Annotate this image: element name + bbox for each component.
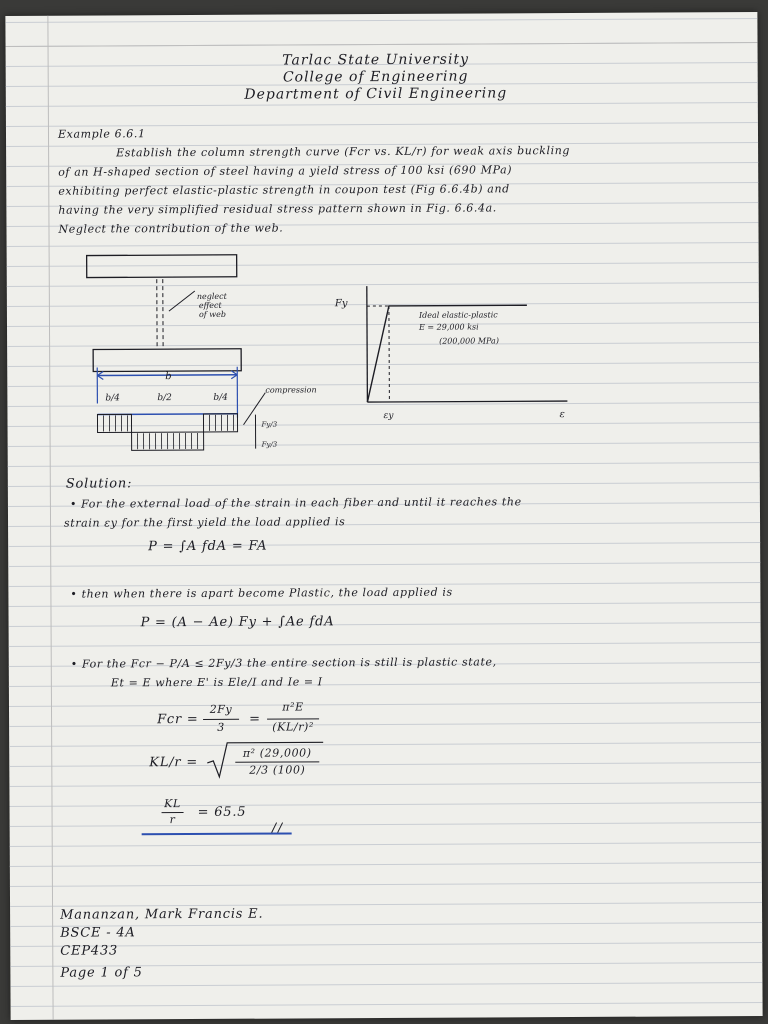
solution-bullet-2: • then when there is apart become Plastic, the load applied is (70, 585, 453, 601)
elastic-plastic-curve (367, 305, 528, 402)
eq3-lhs: Fcr = (157, 711, 199, 728)
header-department: Department of Civil Engineering (244, 85, 508, 103)
eq3-denominator-1: 3 (217, 720, 225, 734)
neglect-note-2: effect (198, 300, 222, 310)
margin-line-top (6, 42, 758, 47)
footer-page: Page 1 of 5 (60, 965, 143, 981)
top-flange (87, 255, 237, 278)
header-college: College of Engineering (282, 68, 469, 86)
stress-fy3-top: Fy/3 (261, 420, 278, 429)
problem-line-1: Establish the column strength curve (Fcr vs. KL/r) for weak axis buckling (116, 144, 571, 160)
problem-line-2: of an H-shaped section of steel having a yield stress of 100 ksi (690 MPa) (58, 163, 513, 179)
bottom-flange (93, 349, 241, 372)
eq5-numerator: KL (164, 797, 181, 811)
footer-name: Mananzan, Mark Francis E. (60, 906, 264, 923)
equation-2: P = (A − Ae) Fy + ∫Ae fdA (140, 614, 335, 631)
tension-block-right (203, 414, 237, 432)
eq4-numerator: π² (29,000) (242, 746, 312, 760)
eq4-denominator: 2/3 (100) (249, 763, 306, 777)
y-axis (367, 286, 368, 402)
problem-line-5: Neglect the contribution of the web. (58, 221, 284, 236)
eq3-equals: = (249, 711, 261, 727)
problem-line-4: having the very simplified residual stress pattern shown in Fig. 6.6.4a. (58, 201, 497, 217)
dim-b2: b/2 (157, 393, 172, 404)
footer-course: BSCE - 4A (60, 925, 136, 941)
x-axis (367, 401, 567, 402)
ey-axis-label: εy (383, 410, 394, 422)
legend-line-1: Ideal elastic-plastic (418, 310, 498, 320)
footer-subject: CEP433 (60, 943, 119, 959)
residual-stress-figure (77, 242, 368, 474)
tension-block-left (97, 414, 131, 432)
eq5-value: = 65.5 (197, 804, 247, 820)
dim-b-label: b (165, 371, 172, 383)
dim-b4-right: b/4 (213, 392, 228, 403)
eq3-numerator-2: π²E (282, 700, 304, 714)
epsilon-axis-label: ε (559, 409, 565, 421)
solution-bullet-3-line-2: Et = E where E' is Ele/I and Ie = I (110, 675, 323, 690)
solution-bullet-1-line-2: strain εy for the first yield the load applied is (63, 515, 346, 530)
solution-bullet-1-line-1: • For the external load of the strain in each fiber and until it reaches the (69, 495, 522, 511)
eq5-denominator: r (169, 813, 176, 827)
double-tick-mark (268, 821, 288, 835)
margin-line-left (47, 16, 53, 1020)
legend-line-3: (200,000 MPa) (439, 336, 499, 346)
legend-line-2: E = 29,000 ksi (418, 322, 479, 332)
neglect-arrow (169, 291, 195, 311)
eq4-lhs: KL/r = (149, 754, 199, 771)
stress-strain-figure (327, 275, 588, 426)
dim-b4-left: b/4 (105, 393, 120, 404)
header-university: Tarlac State University (282, 51, 470, 69)
fy-axis-label: Fy (334, 298, 348, 310)
example-heading: Example 6.6.1 (57, 127, 146, 141)
notebook-sheet (5, 12, 762, 1020)
solution-heading: Solution: (65, 476, 133, 492)
neglect-note-1: neglect (196, 291, 227, 301)
compression-label: compression (265, 385, 317, 395)
stress-fy3-bottom: Fy/3 (261, 440, 278, 449)
ey-dashed-line (389, 306, 390, 402)
solution-bullet-3-line-1: • For the Fcr − P/A ≤ 2Fy/3 the entire section is still is plastic state, (70, 655, 497, 671)
problem-line-3: exhibiting perfect elastic-plastic strength in coupon test (Fig 6.6.4b) and (58, 182, 510, 198)
neglect-note-3: of web (198, 309, 226, 319)
equation-1: P = ∫A fdA = FA (148, 538, 268, 555)
eq3-denominator-2: (KL/r)² (272, 720, 314, 734)
eq3-fraction-bar-1 (203, 719, 239, 720)
eq3-numerator-1: 2Fy (209, 702, 233, 716)
